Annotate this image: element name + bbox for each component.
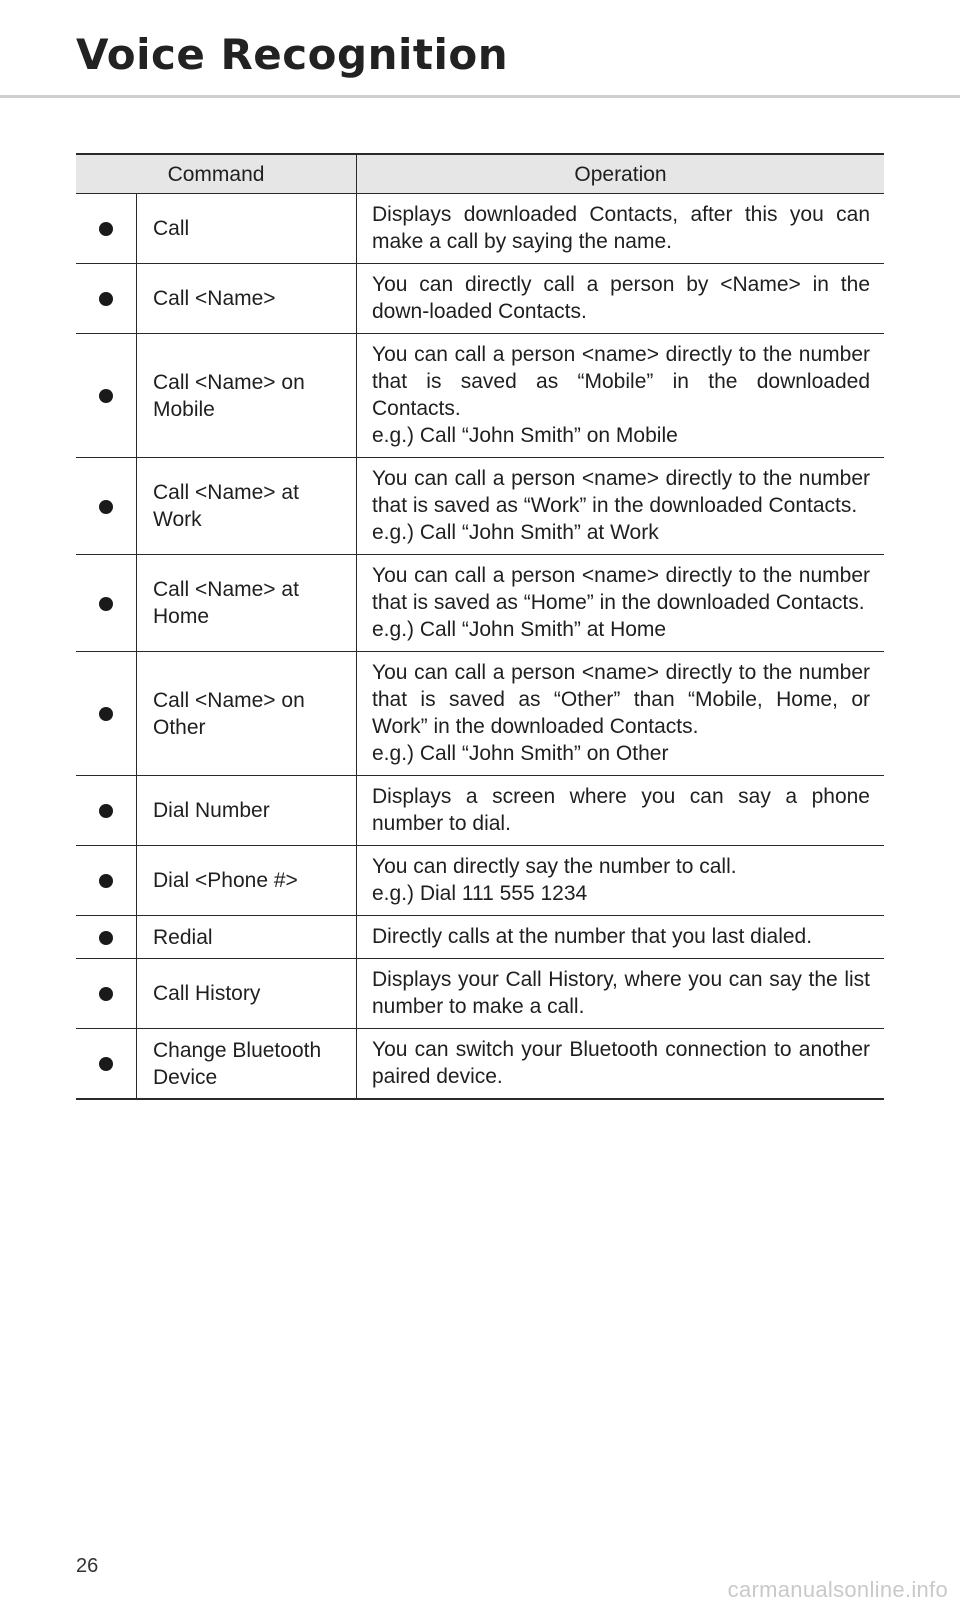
table-row bbox=[76, 652, 884, 776]
row-bullet-cell bbox=[76, 846, 137, 916]
operation-description: You can directly call a person by <Name> in the down-loaded Contacts. bbox=[372, 273, 870, 323]
table-row bbox=[76, 264, 884, 334]
voice-command-table bbox=[76, 153, 884, 1100]
table-row bbox=[76, 959, 884, 1029]
command-cell: Change Bluetooth Device bbox=[137, 1029, 357, 1100]
table-row bbox=[76, 1029, 884, 1100]
operation-cell bbox=[357, 458, 885, 555]
operation-example: e.g.) Call “John Smith” on Other bbox=[372, 742, 669, 765]
command-cell: Call bbox=[137, 194, 357, 264]
table-row bbox=[76, 776, 884, 846]
table-row bbox=[76, 194, 884, 264]
row-bullet-cell bbox=[76, 776, 137, 846]
operation-description: Displays your Call History, where you can say the list number to make a call. bbox=[372, 968, 870, 1018]
operation-description: Displays downloaded Contacts, after this you can make a call by saying the name. bbox=[372, 203, 870, 253]
watermark: carmanualsonline.info bbox=[727, 1577, 948, 1602]
operation-description: You can call a person <name> directly to the number that is saved as “Other” than “Mobile, Home, or Work” in the downloaded Contacts. bbox=[372, 661, 870, 738]
row-bullet-cell bbox=[76, 458, 137, 555]
operation-description: You can switch your Bluetooth connection to another paired device. bbox=[372, 1038, 870, 1088]
table-header-row bbox=[76, 154, 884, 194]
operation-description: Directly calls at the number that you last dialed. bbox=[372, 925, 813, 948]
operation-description: You can directly say the number to call. bbox=[372, 855, 737, 878]
bullet-icon bbox=[99, 874, 113, 888]
operation-example: e.g.) Dial 111 555 1234 bbox=[372, 882, 588, 905]
command-column-header: Command bbox=[76, 154, 357, 194]
operation-description: Displays a screen where you can say a phone number to dial. bbox=[372, 785, 870, 835]
table-row bbox=[76, 555, 884, 652]
operation-example: e.g.) Call “John Smith” at Work bbox=[372, 521, 659, 544]
command-cell: Call <Name> at Work bbox=[137, 458, 357, 555]
table-row bbox=[76, 916, 884, 959]
bullet-icon bbox=[99, 1057, 113, 1071]
row-bullet-cell bbox=[76, 1029, 137, 1100]
table-row bbox=[76, 334, 884, 458]
row-bullet-cell bbox=[76, 652, 137, 776]
operation-example: e.g.) Call “John Smith” on Mobile bbox=[372, 424, 678, 447]
row-bullet-cell bbox=[76, 194, 137, 264]
operation-cell bbox=[357, 555, 885, 652]
operation-cell bbox=[357, 916, 885, 959]
command-cell: Call <Name> at Home bbox=[137, 555, 357, 652]
operation-description: You can call a person <name> directly to the number that is saved as “Home” in the downloaded Contacts. bbox=[372, 564, 870, 614]
bullet-icon bbox=[99, 292, 113, 306]
page-number: 26 bbox=[76, 1555, 99, 1577]
row-bullet-cell bbox=[76, 334, 137, 458]
command-cell: Call <Name> bbox=[137, 264, 357, 334]
operation-description: You can call a person <name> directly to the number that is saved as “Work” in the downloaded Contacts. bbox=[372, 467, 870, 517]
operation-example: e.g.) Call “John Smith” at Home bbox=[372, 618, 667, 641]
page-title: Voice Recognition bbox=[76, 30, 509, 79]
bullet-icon bbox=[99, 931, 113, 945]
operation-cell bbox=[357, 776, 885, 846]
title-divider bbox=[0, 95, 960, 98]
bullet-icon bbox=[99, 500, 113, 514]
row-bullet-cell bbox=[76, 959, 137, 1029]
row-bullet-cell bbox=[76, 555, 137, 652]
operation-cell bbox=[357, 334, 885, 458]
operation-cell bbox=[357, 959, 885, 1029]
command-cell: Call <Name> on Other bbox=[137, 652, 357, 776]
operation-cell bbox=[357, 264, 885, 334]
command-cell: Redial bbox=[137, 916, 357, 959]
operation-cell bbox=[357, 194, 885, 264]
operation-cell bbox=[357, 652, 885, 776]
command-cell: Dial <Phone #> bbox=[137, 846, 357, 916]
bullet-icon bbox=[99, 987, 113, 1001]
bullet-icon bbox=[99, 707, 113, 721]
bullet-icon bbox=[99, 804, 113, 818]
table-row bbox=[76, 458, 884, 555]
operation-cell bbox=[357, 846, 885, 916]
bullet-icon bbox=[99, 222, 113, 236]
bullet-icon bbox=[99, 389, 113, 403]
operation-description: You can call a person <name> directly to the number that is saved as “Mobile” in the downloaded Contacts. bbox=[372, 343, 870, 420]
command-cell: Call History bbox=[137, 959, 357, 1029]
row-bullet-cell bbox=[76, 916, 137, 959]
command-cell: Call <Name> on Mobile bbox=[137, 334, 357, 458]
bullet-icon bbox=[99, 597, 113, 611]
row-bullet-cell bbox=[76, 264, 137, 334]
command-cell: Dial Number bbox=[137, 776, 357, 846]
operation-column-header: Operation bbox=[357, 154, 885, 194]
operation-cell bbox=[357, 1029, 885, 1100]
table-body bbox=[76, 194, 884, 1100]
table-row bbox=[76, 846, 884, 916]
